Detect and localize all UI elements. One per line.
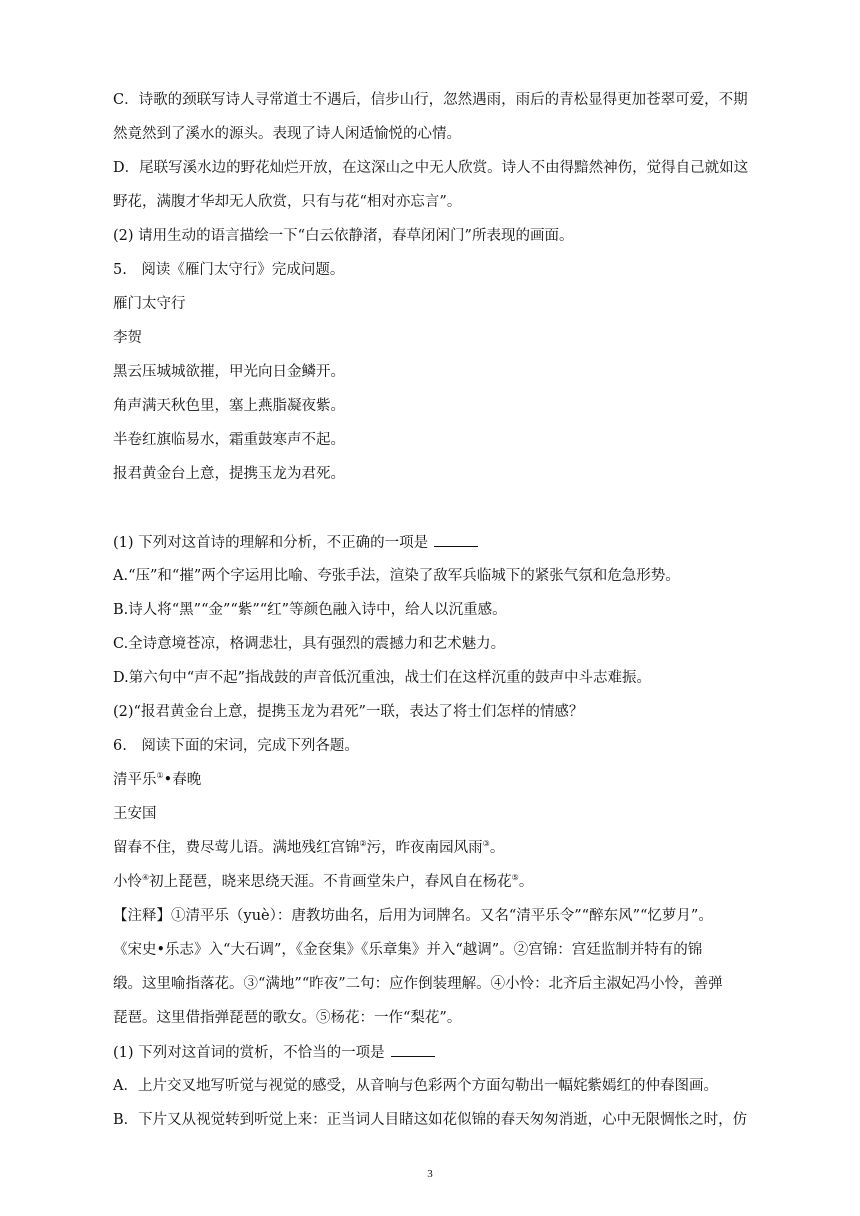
q6-note-line3: 缎。这里喻指落花。③“满地”“昨夜”二句：应作倒装理解。④小怜：北齐后主淑妃冯小怜，善弹 — [113, 976, 723, 992]
ci-text: 初上琵琶，晓来思绕天涯。不肯画堂朱户，春风自在杨花 — [149, 874, 512, 890]
q5-prompt: 5. 阅读《雁门太守行》完成问题。 — [113, 262, 345, 278]
q5-poem-title: 雁门太守行 — [113, 296, 186, 312]
q5-option-a: A.“压”和“摧”两个字运用比喻、夸张手法，渲染了敌军兵临城下的紧张气氛和危急形势。 — [113, 568, 680, 584]
q6-title-subtitle: •春晚 — [163, 772, 202, 788]
q6-note-line1: 【注释】①清平乐（yuè）：唐教坊曲名，后用为词牌名。又名“清平乐令”“醉东风”“忆萝月”。 — [113, 908, 713, 924]
q5-subquestion-2: (2)“报君黄金台上意，提携玉龙为君死”一联，表达了将士们怎样的情感？ — [113, 704, 584, 720]
ci-text: 。 — [489, 840, 505, 856]
answer-blank — [434, 532, 478, 547]
q6-option-b: B．下片又从视觉转到听觉上来：正当词人目睹这如花似锦的春天匆匆消逝，心中无限惆怅之时，仿 — [113, 1112, 748, 1128]
q6-note-line2: 《宋史•乐志》入“大石调”，《金奁集》《乐章集》并入“越调”。②宫锦：宫廷监制并特有的锦 — [113, 942, 703, 958]
ci-text: 留春不住，费尽莺儿语。满地残红宫锦 — [113, 840, 360, 856]
q5-poem-line: 黑云压城城欲摧，甲光向日金鳞开。 — [113, 364, 345, 380]
q5-poem-line: 角声满天秋色里，塞上燕脂凝夜紫。 — [113, 398, 345, 414]
q6-ci-line2 — [113, 872, 533, 892]
q6-ci-line1 — [113, 838, 504, 858]
footnote-marker: ② — [359, 839, 367, 849]
ci-text: 小怜 — [113, 874, 142, 890]
footnote-marker: ④ — [142, 873, 150, 883]
q6-ci-title — [113, 770, 201, 790]
answer-blank — [391, 1042, 435, 1057]
q4-subquestion-2: (2) 请用生动的语言描绘一下“白云依静渚，春草闭闲门”所表现的画面。 — [113, 228, 574, 244]
footnote-marker: ③ — [482, 839, 490, 849]
footnote-marker: ① — [156, 771, 164, 781]
q5-option-d: D.第六句中“声不起”指战鼓的声音低沉重浊，战士们在这样沉重的鼓声中斗志难振。 — [113, 670, 652, 686]
q5-option-c: C.全诗意境苍凉，格调悲壮，具有强烈的震撼力和艺术魅力。 — [113, 636, 506, 652]
q6-subquestion-1-text: (1) 下列对这首词的赏析，不恰当的一项是 — [113, 1045, 385, 1061]
q6-prompt: 6. 阅读下面的宋词，完成下列各题。 — [113, 738, 359, 754]
page-number: 3 — [427, 1168, 433, 1180]
q4-option-c-line1: C．诗歌的颈联写诗人寻常道士不遇后，信步山行，忽然遇雨，雨后的青松显得更加苍翠可爱，不期 — [113, 92, 748, 108]
q5-poem-line: 报君黄金台上意，提携玉龙为君死。 — [113, 466, 345, 482]
ci-text: 污，昨夜南园风雨 — [366, 840, 483, 856]
q4-option-c-line2: 然竟然到了溪水的源头。表现了诗人闲适愉悦的心情。 — [113, 126, 461, 142]
q5-poem-author: 李贺 — [113, 330, 142, 346]
q6-ci-author: 王安国 — [113, 806, 157, 822]
q6-subquestion-1 — [113, 1042, 435, 1063]
q6-option-a: A．上片交叉地写听觉与视觉的感受，从音响与色彩两个方面勾勒出一幅姹紫嫣红的仲春图画。 — [113, 1078, 718, 1094]
q4-option-d-line2: 野花，满腹才华却无人欣赏，只有与花“相对亦忘言”。 — [113, 194, 462, 210]
q4-option-d-line1: D．尾联写溪水边的野花灿烂开放，在这深山之中无人欣赏。诗人不由得黯然神伤，觉得自己就如这 — [113, 160, 749, 176]
q5-option-b: B.诗人将“黑”“金”“紫”“红”等颜色融入诗中，给人以沉重感。 — [113, 602, 507, 618]
q5-subquestion-1 — [113, 532, 478, 553]
footnote-marker: ⑤ — [511, 873, 519, 883]
ci-text: 。 — [518, 874, 534, 890]
q5-subquestion-1-text: (1) 下列对这首诗的理解和分析，不正确的一项是 — [113, 535, 429, 551]
q5-poem-line: 半卷红旗临易水，霜重鼓寒声不起。 — [113, 432, 345, 448]
q6-note-line4: 琵琶。这里借指弹琵琶的歌女。⑤杨花：一作“梨花”。 — [113, 1010, 462, 1026]
q6-title-text: 清平乐 — [113, 772, 157, 788]
